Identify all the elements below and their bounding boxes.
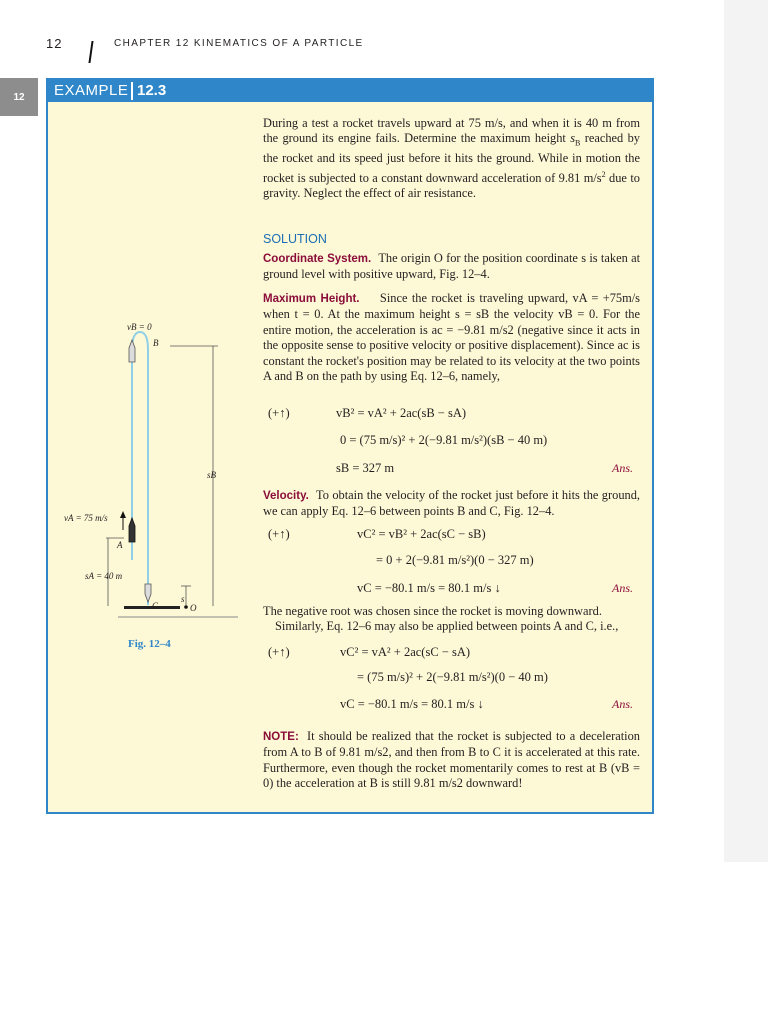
note-heading: NOTE: bbox=[263, 731, 299, 743]
answer-label-2: Ans. bbox=[612, 581, 633, 595]
problem-text-3: due to gravity. Neglect the effect of air resistance. bbox=[263, 170, 640, 201]
note-text: It should be realized that the rocket is subjected to a deceleration from A to B of 9.81 m/s2, and then from B to C it is accelerated at this rate. Furthermore, even though the rocket momentarily comes to rest at B (vB = 0) the acceleration at B is still 9.81 m/s2 downward! bbox=[263, 729, 640, 791]
figure-sa-label: sA = 40 m bbox=[85, 571, 123, 581]
equation-3: sB = 327 m bbox=[336, 461, 395, 475]
origin-point bbox=[184, 605, 188, 609]
equation-9: vC = −80.1 m/s = 80.1 m/s ↓ bbox=[340, 697, 484, 711]
equation-6: vC = −80.1 m/s = 80.1 m/s ↓ bbox=[357, 581, 501, 595]
similarly-text: Similarly, Eq. 12–6 may also be applied between points A and C, i.e., bbox=[275, 619, 619, 634]
figure-c-label: C bbox=[152, 601, 159, 611]
maximum-height-paragraph bbox=[263, 291, 640, 384]
equation-8: = (75 m/s)² + 2(−9.81 m/s²)(0 − 40 m) bbox=[357, 670, 548, 684]
example-banner bbox=[48, 80, 652, 102]
problem-sB-sub: B bbox=[575, 138, 581, 148]
equation-1: vB² = vA² + 2ac(sB − sA) bbox=[336, 406, 467, 420]
solution-heading: SOLUTION bbox=[263, 232, 327, 246]
problem-statement bbox=[263, 116, 640, 202]
velocity-paragraph bbox=[263, 488, 640, 520]
figure-va-label: vA = 75 m/s bbox=[64, 513, 108, 523]
maximum-height-text: Since the rocket is traveling upward, vA = +75m/s when t = 0. At the maximum height s = sB the velocity vB = 0. For the entire motion, the acceleration is ac = −9.81 m/s2 (negative since it acts in the opposite sense to positive velocity or positive displacement). Since ac is constant the rocket's position may be related to its velocity at the two points A and B on the path by using Eq. 12–6, namely, bbox=[263, 291, 640, 384]
equation-5: = 0 + 2(−9.81 m/s²)(0 − 327 m) bbox=[376, 553, 534, 567]
negative-root-paragraph bbox=[263, 604, 640, 635]
coordinate-system-heading: Coordinate System. bbox=[263, 253, 372, 265]
figure-sb-label: sB bbox=[207, 470, 216, 480]
problem-sup: 2 bbox=[601, 169, 606, 179]
coordinate-system-paragraph bbox=[263, 251, 640, 283]
example-divider bbox=[131, 82, 133, 100]
chapter-tab: 12 bbox=[0, 78, 38, 116]
coordinate-system-text: The origin O for the position coordinate s is taken at ground level with positive upward, Fig. 12–4. bbox=[263, 251, 641, 282]
figure-caption: Fig. 12–4 bbox=[128, 638, 171, 650]
trajectory-path bbox=[132, 332, 148, 605]
maximum-height-heading: Maximum Height. bbox=[263, 293, 360, 305]
page-margin-strip bbox=[724, 0, 768, 862]
header-divider bbox=[88, 41, 93, 63]
rocket-at-b bbox=[129, 340, 135, 362]
answer-label-3: Ans. bbox=[612, 697, 633, 711]
equation-4: vC² = vB² + 2ac(sC − sB) bbox=[357, 527, 486, 541]
example-number: 12.3 bbox=[137, 82, 167, 99]
figure-s-label: s bbox=[181, 594, 185, 604]
page-number: 12 bbox=[46, 36, 63, 51]
rocket-at-a bbox=[129, 518, 135, 542]
figure-a-label: A bbox=[117, 540, 123, 550]
problem-sB: s bbox=[570, 131, 576, 146]
rocket-at-c bbox=[145, 584, 151, 602]
example-label: EXAMPLE bbox=[54, 82, 129, 99]
negative-root-text: The negative root was chosen since the rocket is moving downward. bbox=[263, 604, 602, 618]
chapter-title: CHAPTER 12 KINEMATICS OF A PARTICLE bbox=[114, 38, 364, 49]
figure-vb-label: vB = 0 bbox=[127, 322, 152, 332]
equation-sign-3: (+↑) bbox=[268, 645, 290, 659]
figure-b-label: B bbox=[153, 338, 159, 348]
problem-text-1: During a test a rocket travels upward at 75 m/s, and when it is 40 m from the ground its engine fails. Determine the maximum height bbox=[263, 116, 640, 146]
problem-text-2: reached by the rocket and its speed just before it hits the ground. While in motion the rocket is subjected to a constant downward acceleration of 9.81 m/s bbox=[263, 131, 640, 185]
page-bottom-blank bbox=[0, 862, 768, 1024]
equation-sign-2: (+↑) bbox=[268, 527, 290, 541]
va-arrowhead bbox=[120, 511, 126, 518]
velocity-heading: Velocity. bbox=[263, 490, 309, 502]
answer-label-1: Ans. bbox=[612, 461, 633, 475]
equation-2: 0 = (75 m/s)² + 2(−9.81 m/s²)(sB − 40 m) bbox=[340, 433, 548, 447]
figure-o-label: O bbox=[190, 603, 197, 613]
note-paragraph bbox=[263, 729, 640, 792]
equation-sign-1: (+↑) bbox=[268, 406, 290, 420]
equation-7: vC² = vA² + 2ac(sC − sA) bbox=[340, 645, 471, 659]
velocity-text: To obtain the velocity of the rocket just before it hits the ground, we can apply Eq. 12–6 between points B and C, Fig. 12–4. bbox=[263, 488, 641, 519]
